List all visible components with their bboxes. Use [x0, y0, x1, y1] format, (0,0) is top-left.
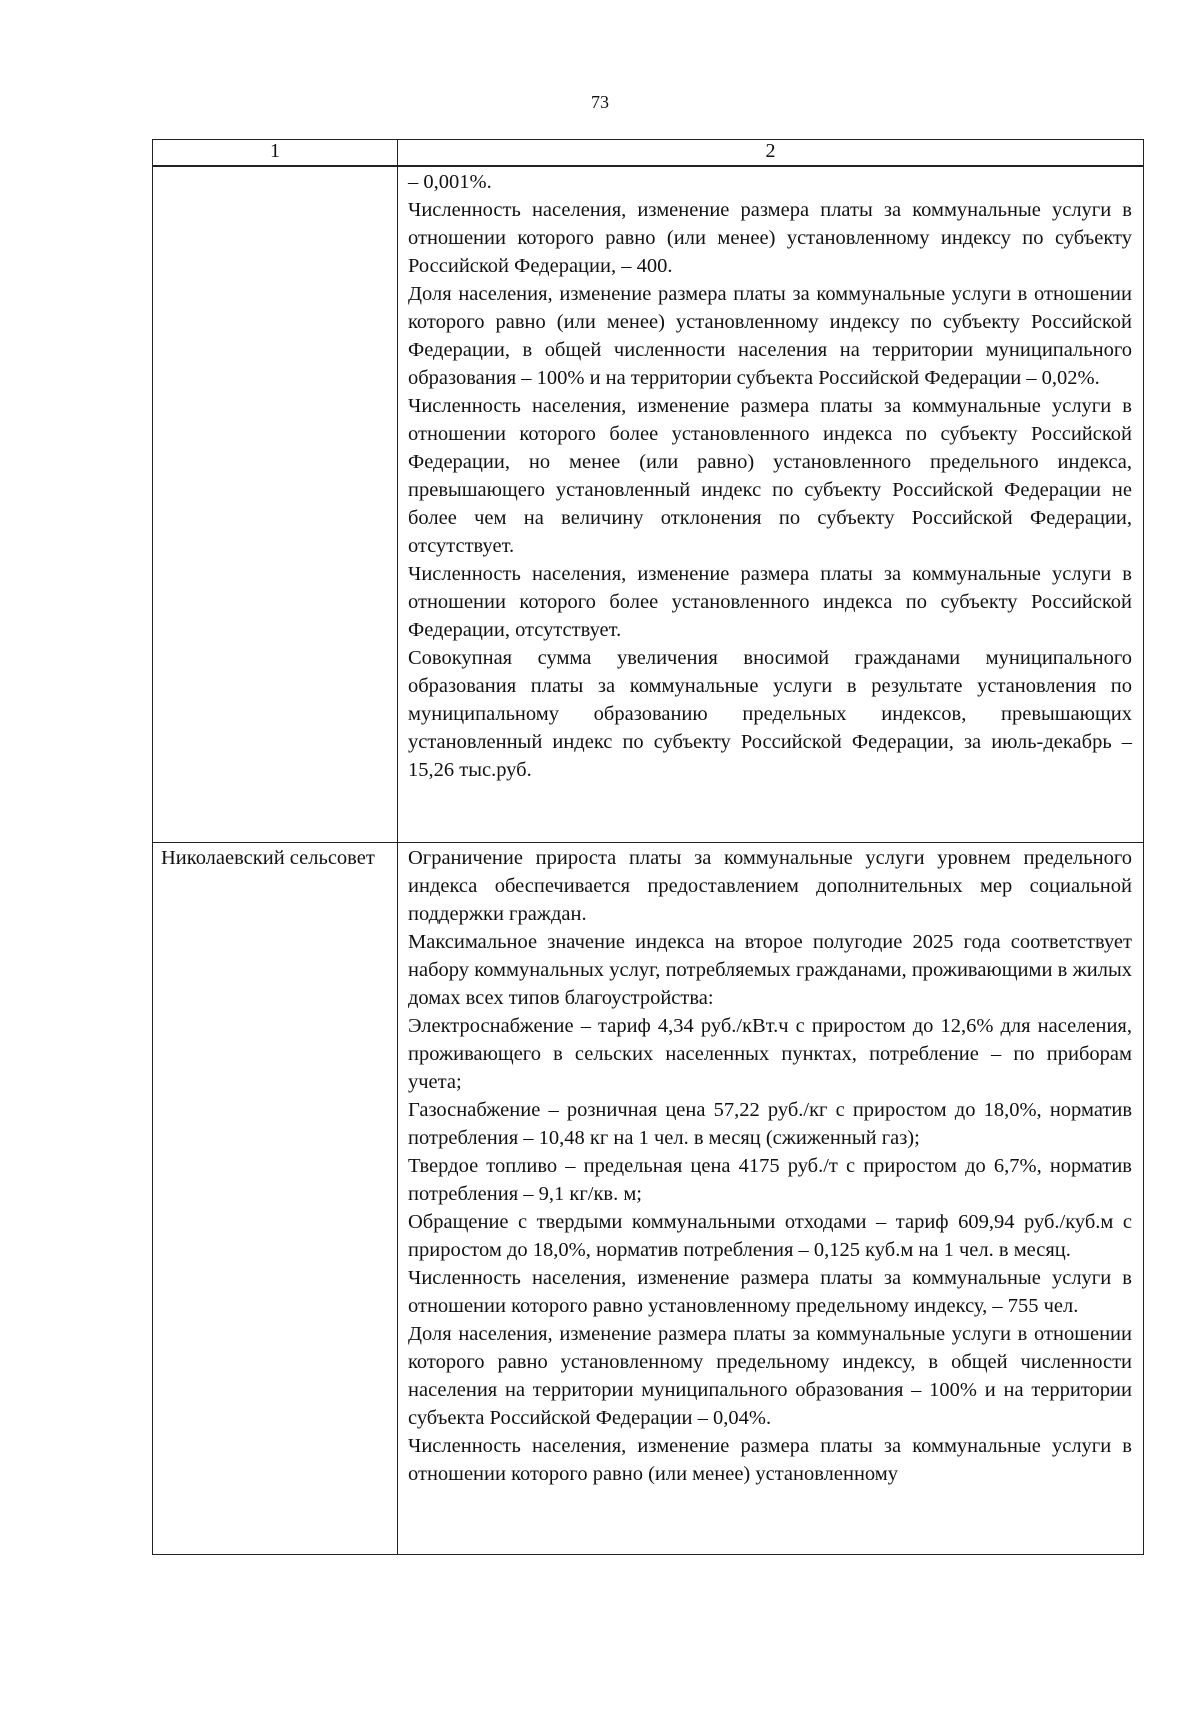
paragraph: Максимальное значение индекса на второе полугодие 2025 года соответствует набору коммунальных услуг, потребляемых гражданами, проживающими в жилых домах всех типов благоустройства:	[408, 931, 1132, 1009]
paragraph: Обращение с твердыми коммунальными отходами – тариф 609,94 руб./куб.м с приростом до 18,0%, норматив потребления – 0,125 куб.м на 1 чел. в месяц.	[408, 1211, 1132, 1261]
description-cell	[398, 166, 1144, 843]
paragraph: Численность населения, изменение размера платы за коммунальные услуги в отношении которого равно установленному предельному индексу, – 755 чел.	[408, 1267, 1132, 1317]
paragraph: Электроснабжение – тариф 4,34 руб./кВт.ч с приростом до 12,6% для населения, проживающего в сельских населенных пунктах, потребление – по приборам учета;	[408, 1015, 1132, 1093]
municipality-name-cell	[153, 166, 398, 843]
paragraph: Ограничение прироста платы за коммунальные услуги уровнем предельного индекса обеспечивается предоставлением дополнительных мер социальной поддержки граждан.	[408, 847, 1132, 925]
page-number: 73	[591, 92, 609, 112]
column-header-1: 1	[153, 140, 398, 167]
paragraph: Газоснабжение – розничная цена 57,22 руб./кг с приростом до 18,0%, норматив потребления – 10,48 кг на 1 чел. в месяц (сжиженный газ);	[408, 1099, 1132, 1149]
paragraph: Численность населения, изменение размера платы за коммунальные услуги в отношении которого равно (или менее) установленному	[408, 1435, 1132, 1485]
municipality-name-cell: Николаевский сельсовет	[153, 843, 398, 1555]
paragraph: Совокупная сумма увеличения вносимой гражданами муниципального образования платы за коммунальные услуги в результате установления по муниципальному образованию предельных индексов, превышающих установленный индекс по субъекту Российской Федерации, за июль-декабрь – 15,26 тыс.руб.	[408, 647, 1132, 781]
description-cell	[398, 843, 1144, 1555]
table-header-row	[153, 140, 1144, 167]
paragraph: Доля населения, изменение размера платы за коммунальные услуги в отношении которого равно установленному предельному индексу, в общей численности населения на территории муниципального образования – 100% и на территории субъекта Российской Федерации – 0,04%.	[408, 1323, 1132, 1429]
paragraph: Численность населения, изменение размера платы за коммунальные услуги в отношении которого более установленного индекса по субъекту Российской Федерации, отсутствует.	[408, 563, 1132, 641]
column-header-2: 2	[398, 140, 1144, 167]
paragraph: – 0,001%.	[408, 171, 492, 193]
paragraph: Твердое топливо – предельная цена 4175 руб./т с приростом до 6,7%, норматив потребления – 9,1 кг/кв. м;	[408, 1155, 1132, 1205]
table-row	[153, 166, 1144, 843]
paragraph: Численность населения, изменение размера платы за коммунальные услуги в отношении которого равно (или менее) установленному индексу по субъекту Российской Федерации, – 400.	[408, 199, 1132, 277]
paragraph: Численность населения, изменение размера платы за коммунальные услуги в отношении которого более установленного индекса по субъекту Российской Федерации, но менее (или равно) установленного предельного индекса, превышающего установленный индекс по субъекту Российской Федерации не более чем на величину отклонения по субъекту Российской Федерации, отсутствует.	[408, 395, 1132, 557]
data-table	[152, 139, 1144, 1555]
table-row	[153, 843, 1144, 1555]
paragraph: Доля населения, изменение размера платы за коммунальные услуги в отношении которого равно (или менее) установленному индексу по субъекту Российской Федерации, в общей численности населения на территории муниципального образования – 100% и на территории субъекта Российской Федерации – 0,02%.	[408, 283, 1132, 389]
